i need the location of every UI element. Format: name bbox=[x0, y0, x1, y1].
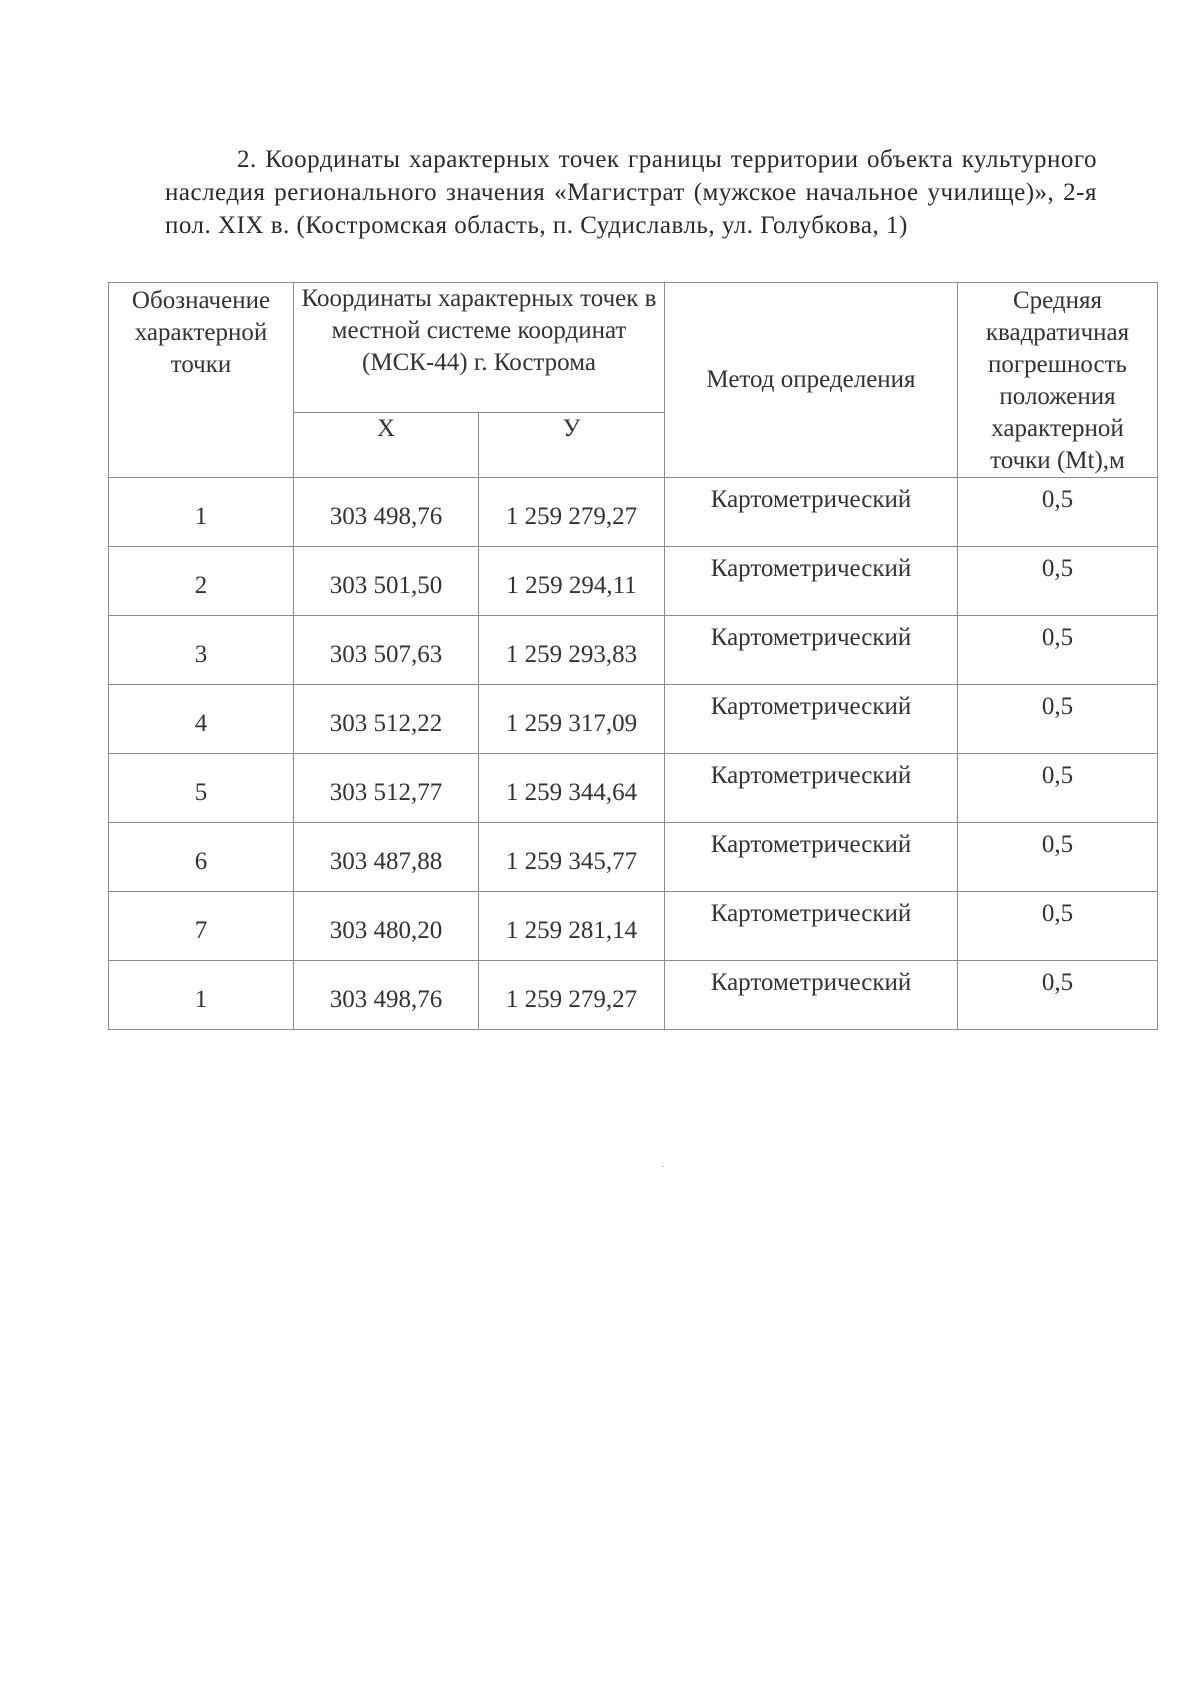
cell-method: Картометрический bbox=[665, 961, 958, 1030]
cell-point: 1 bbox=[109, 961, 294, 1030]
cell-y: 1 259 279,27 bbox=[479, 961, 665, 1030]
table-row bbox=[109, 616, 1158, 685]
cell-method: Картометрический bbox=[665, 823, 958, 892]
header-x: X bbox=[294, 412, 479, 477]
table-row bbox=[109, 547, 1158, 616]
header-y: У bbox=[479, 412, 665, 477]
cell-error: 0,5 bbox=[958, 823, 1158, 892]
table-row bbox=[109, 823, 1158, 892]
cell-method: Картометрический bbox=[665, 892, 958, 961]
cell-error: 0,5 bbox=[958, 685, 1158, 754]
cell-point: 4 bbox=[109, 685, 294, 754]
table-row bbox=[109, 754, 1158, 823]
cell-error: 0,5 bbox=[958, 754, 1158, 823]
cell-error: 0,5 bbox=[958, 478, 1158, 547]
cell-point: 6 bbox=[109, 823, 294, 892]
header-coordinates: Координаты характерных точек в местной системе координат (МСК-44) г. Кострома bbox=[294, 283, 665, 413]
section-heading bbox=[165, 143, 1097, 242]
cell-y: 1 259 345,77 bbox=[479, 823, 665, 892]
cell-point: 7 bbox=[109, 892, 294, 961]
cell-error: 0,5 bbox=[958, 547, 1158, 616]
cell-y: 1 259 317,09 bbox=[479, 685, 665, 754]
table-row bbox=[109, 892, 1158, 961]
scan-speck bbox=[662, 1166, 664, 1167]
cell-point: 1 bbox=[109, 478, 294, 547]
cell-point: 5 bbox=[109, 754, 294, 823]
cell-x: 303 480,20 bbox=[294, 892, 479, 961]
cell-x: 303 512,22 bbox=[294, 685, 479, 754]
cell-y: 1 259 294,11 bbox=[479, 547, 665, 616]
table-row bbox=[109, 478, 1158, 547]
cell-y: 1 259 279,27 bbox=[479, 478, 665, 547]
cell-method: Картометрический bbox=[665, 547, 958, 616]
cell-x: 303 507,63 bbox=[294, 616, 479, 685]
cell-x: 303 487,88 bbox=[294, 823, 479, 892]
header-point-designation: Обозначение характерной точки bbox=[109, 283, 294, 478]
cell-point: 2 bbox=[109, 547, 294, 616]
cell-method: Картометрический bbox=[665, 754, 958, 823]
cell-y: 1 259 293,83 bbox=[479, 616, 665, 685]
cell-y: 1 259 344,64 bbox=[479, 754, 665, 823]
coordinates-table bbox=[108, 282, 1158, 1030]
cell-method: Картометрический bbox=[665, 478, 958, 547]
cell-point: 3 bbox=[109, 616, 294, 685]
table-body bbox=[109, 478, 1158, 1030]
header-method: Метод определения bbox=[665, 283, 958, 478]
cell-method: Картометрический bbox=[665, 685, 958, 754]
table-header-row bbox=[109, 283, 1158, 413]
cell-error: 0,5 bbox=[958, 892, 1158, 961]
cell-error: 0,5 bbox=[958, 961, 1158, 1030]
cell-x: 303 512,77 bbox=[294, 754, 479, 823]
table-row bbox=[109, 685, 1158, 754]
cell-error: 0,5 bbox=[958, 616, 1158, 685]
cell-y: 1 259 281,14 bbox=[479, 892, 665, 961]
cell-x: 303 498,76 bbox=[294, 961, 479, 1030]
section-heading-text: 2. Координаты характерных точек границы территории объекта культурного наследия регионального значения «Магистрат (мужское начальное училище)», 2-я пол. XIX в. (Костромская область, п. Судиславль, ул. Голубкова, 1) bbox=[165, 146, 1097, 239]
table-row bbox=[109, 961, 1158, 1030]
cell-method: Картометрический bbox=[665, 616, 958, 685]
cell-x: 303 501,50 bbox=[294, 547, 479, 616]
cell-x: 303 498,76 bbox=[294, 478, 479, 547]
header-mean-square-error: Средняя квадратичная погрешность положения характерной точки (Mt),м bbox=[958, 283, 1158, 478]
